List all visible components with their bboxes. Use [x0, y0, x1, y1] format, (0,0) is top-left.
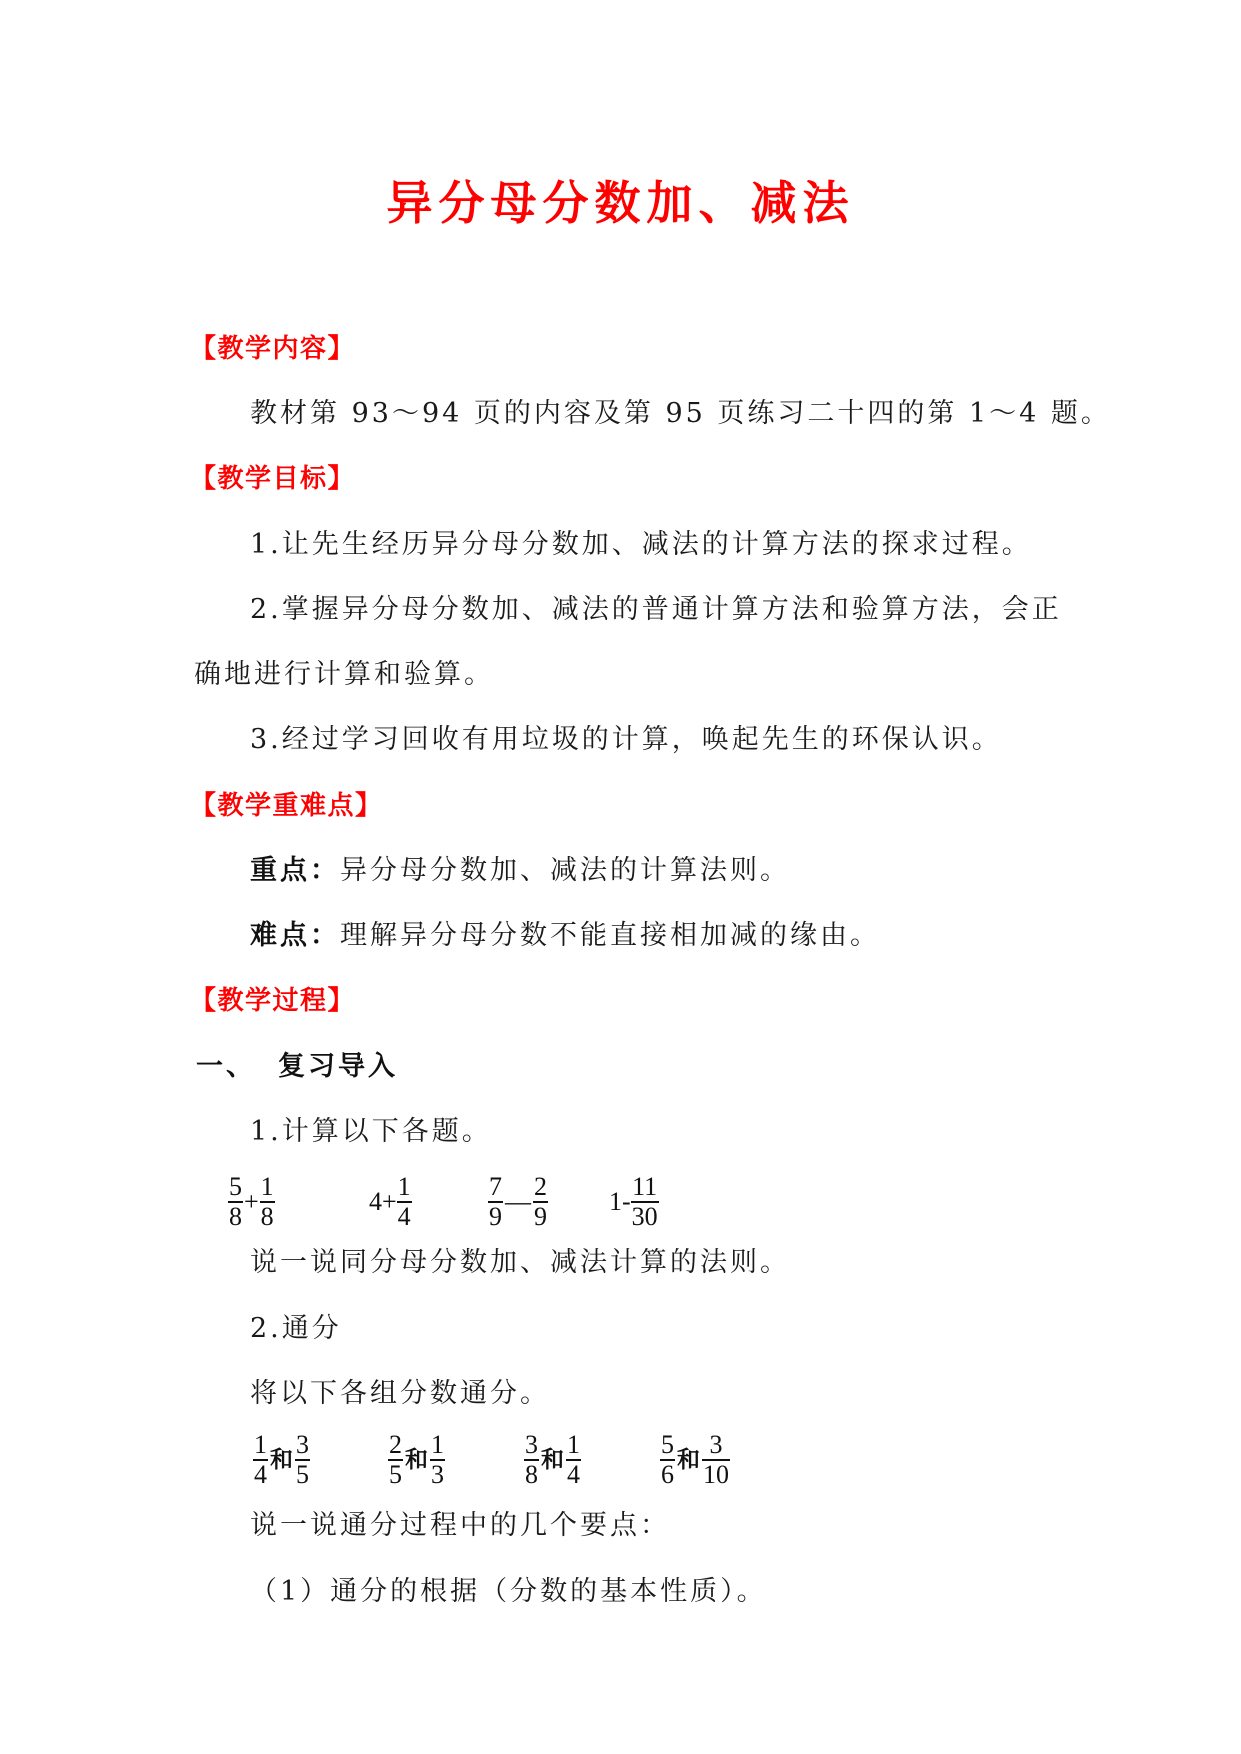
- numerator: 1: [397, 1172, 411, 1201]
- step-2-prompt: 说一说通分过程中的几个要点：: [250, 1510, 670, 1541]
- exercise-4: [609, 1173, 659, 1231]
- denominator: 30: [631, 1202, 658, 1231]
- fraction: [228, 1173, 243, 1231]
- denominator: 4: [254, 1460, 267, 1489]
- key-point-line: [250, 855, 790, 887]
- denominator: 9: [534, 1202, 547, 1231]
- exercise-2: [369, 1173, 412, 1231]
- point-1: （1）通分的根据（分数的基本性质）。: [250, 1576, 767, 1607]
- part-1-title: 复习导入: [278, 1051, 398, 1082]
- part-1-heading: [196, 1051, 398, 1083]
- fraction: [260, 1173, 275, 1231]
- fraction: [533, 1173, 548, 1231]
- numerator: 3: [525, 1430, 538, 1459]
- denominator: 8: [229, 1202, 242, 1231]
- exercise-1: [228, 1173, 275, 1231]
- numerator: 3: [296, 1430, 309, 1459]
- part-1-number: 一、: [196, 1051, 256, 1082]
- denominator: 4: [567, 1460, 580, 1489]
- fraction: [488, 1173, 503, 1231]
- pair-conjunction: 和: [541, 1447, 564, 1473]
- fraction-pair-2: [388, 1431, 445, 1489]
- document-title: 异分母分数加、减法: [386, 176, 855, 230]
- numerator: 5: [229, 1172, 242, 1201]
- fraction: [397, 1173, 412, 1231]
- numerator: 1: [260, 1172, 274, 1201]
- numerator: 1: [567, 1430, 580, 1459]
- fraction: [430, 1431, 445, 1489]
- numerator: 5: [661, 1430, 674, 1459]
- teaching-goals-heading: 【教学目标】: [190, 464, 356, 494]
- minus-operator: —: [505, 1187, 531, 1216]
- whole-number-term: 4+: [369, 1187, 397, 1216]
- plus-operator: +: [244, 1187, 259, 1216]
- teaching-content-text: 教材第 93～94 页的内容及第 95 页练习二十四的第 1～4 题。: [250, 398, 1111, 429]
- fraction-pair-1: [253, 1431, 310, 1489]
- denominator: 10: [703, 1460, 729, 1489]
- fraction: [295, 1431, 310, 1489]
- denominator: 9: [489, 1202, 502, 1231]
- fraction: [702, 1431, 730, 1489]
- teaching-content-heading: 【教学内容】: [190, 334, 356, 364]
- denominator: 8: [260, 1202, 274, 1231]
- step-2-instruction: 将以下各组分数通分。: [250, 1378, 550, 1409]
- numerator: 1: [431, 1430, 444, 1459]
- goal-2-line-2: 确地进行计算和验算。: [194, 659, 494, 690]
- denominator: 6: [661, 1460, 674, 1489]
- goal-1: 1.让先生经历异分母分数加、减法的计算方法的探求过程。: [250, 529, 1032, 560]
- pair-conjunction: 和: [270, 1447, 293, 1473]
- denominator: 8: [525, 1460, 538, 1489]
- step-1: 1.计算以下各题。: [250, 1116, 492, 1147]
- exercise-3: [488, 1173, 548, 1231]
- fraction: [631, 1173, 659, 1231]
- numerator: 2: [389, 1430, 402, 1459]
- key-point-label: 重点：: [250, 855, 340, 886]
- fraction-pair-4: [660, 1431, 730, 1489]
- step-1-prompt: 说一说同分母分数加、减法计算的法则。: [250, 1247, 790, 1278]
- fraction: [566, 1431, 581, 1489]
- fraction: [660, 1431, 675, 1489]
- numerator: 11: [632, 1172, 658, 1201]
- fraction: [524, 1431, 539, 1489]
- key-point-text: 异分母分数加、减法的计算法则。: [340, 855, 790, 886]
- denominator: 5: [296, 1460, 309, 1489]
- fraction: [253, 1431, 268, 1489]
- pair-conjunction: 和: [405, 1447, 428, 1473]
- whole-number-term: 1-: [609, 1187, 631, 1216]
- pair-conjunction: 和: [677, 1447, 700, 1473]
- goal-3: 3.经过学习回收有用垃圾的计算，唤起先生的环保认识。: [250, 724, 1002, 755]
- denominator: 5: [389, 1460, 402, 1489]
- denominator: 4: [397, 1202, 411, 1231]
- fraction: [388, 1431, 403, 1489]
- numerator: 2: [534, 1172, 547, 1201]
- difficult-point-line: [250, 920, 880, 952]
- difficult-point-label: 难点：: [250, 920, 340, 951]
- teaching-process-heading: 【教学过程】: [190, 986, 356, 1016]
- step-2: 2.通分: [250, 1313, 342, 1344]
- denominator: 3: [431, 1460, 444, 1489]
- goal-2-line-1: 2.掌握异分母分数加、减法的普通计算方法和验算方法，会正: [250, 594, 1062, 625]
- numerator: 1: [254, 1430, 267, 1459]
- key-points-heading: 【教学重难点】: [190, 791, 383, 821]
- fraction-pair-3: [524, 1431, 581, 1489]
- numerator: 7: [489, 1172, 502, 1201]
- numerator: 3: [709, 1430, 723, 1459]
- difficult-point-text: 理解异分母分数不能直接相加减的缘由。: [340, 920, 880, 951]
